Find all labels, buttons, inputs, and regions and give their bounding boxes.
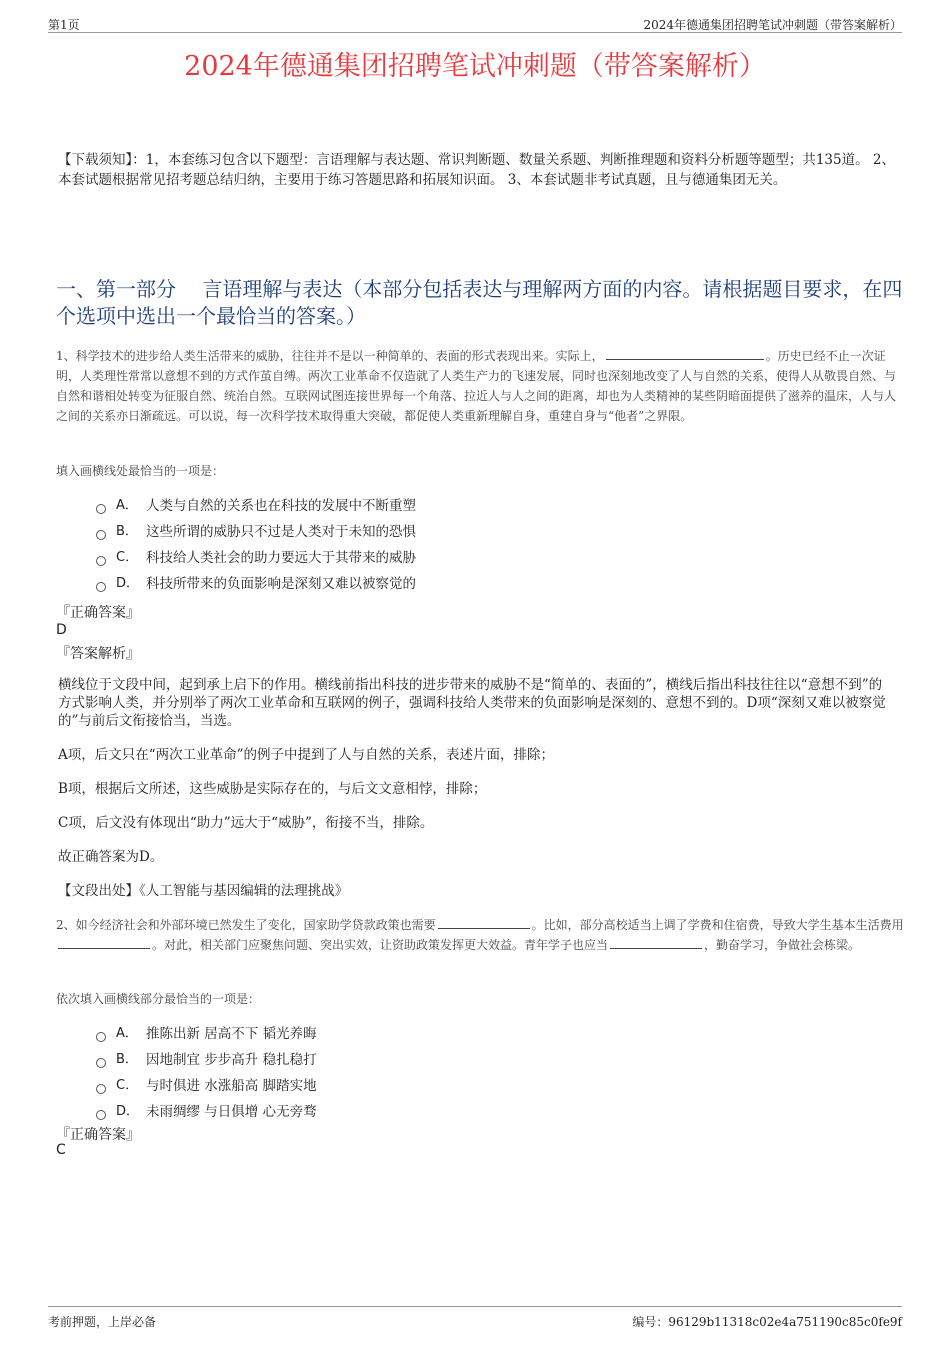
radio-icon[interactable] bbox=[96, 582, 106, 592]
answer-blank bbox=[606, 347, 764, 360]
answer-blank bbox=[610, 936, 702, 949]
question-2-text: 2、如今经济社会和外部环境已然发生了变化，国家助学贷款政策也需要 。比如，部分高校适当上调了学费和住宿费，导致大学生基本生活费用。对此，相关部门应聚焦问题、突出实效，让资助政策发挥更大效益。青年学子也应当 ，勤奋学习，争做社会栋梁。 bbox=[56, 918, 904, 952]
option-c[interactable]: C． 科技给人类社会的助力要远大于其带来的威胁 bbox=[96, 545, 876, 571]
correct-answer-label: 『正确答案』 bbox=[56, 1127, 140, 1143]
analysis-option-c: C项，后文没有体现出“助力”远大于“威胁”，衔接不当，排除。 bbox=[58, 815, 434, 831]
option-d[interactable]: D． 科技所带来的负面影响是深刻又难以被察觉的 bbox=[96, 571, 876, 597]
question-1-options bbox=[96, 493, 876, 597]
correct-answer: C bbox=[56, 1142, 66, 1158]
answer-blank bbox=[58, 936, 150, 949]
correct-answer-label: 『正确答案』 bbox=[56, 605, 140, 621]
analysis-option-a: A项，后文只在“两次工业革命”的例子中提到了人与自然的关系，表述片面，排除； bbox=[58, 747, 555, 763]
radio-icon[interactable] bbox=[96, 1110, 106, 1120]
question-2-options bbox=[96, 1021, 876, 1125]
radio-icon[interactable] bbox=[96, 556, 106, 566]
option-b[interactable]: B． 这些所谓的威胁只不过是人类对于未知的恐惧 bbox=[96, 519, 876, 545]
header-doc-title: 2024年德通集团招聘笔试冲刺题（带答案解析） bbox=[643, 18, 902, 32]
radio-icon[interactable] bbox=[96, 504, 106, 514]
option-a[interactable]: A． 人类与自然的关系也在科技的发展中不断重塑 bbox=[96, 493, 876, 519]
download-notice: 【下载须知】：1，本套练习包含以下题型：言语理解与表达题、常识判断题、数量关系题、判断推理题和资料分析题等题型；共135道。 2、本套试题根据常见招考题总结归纳，主要用于练习答题思路和拓展知识面。 3、本套试题非考试真题，且与德通集团无关。 bbox=[58, 152, 895, 188]
option-c[interactable]: C． 与时俱进 水涨船高 脚踏实地 bbox=[96, 1073, 876, 1099]
section-heading: 一、第一部分 言语理解与表达（本部分包括表达与理解两方面的内容。请根据题目要求，在四个选项中选出一个最恰当的答案。） bbox=[56, 277, 903, 328]
document-title: 2024年德通集团招聘笔试冲刺题（带答案解析） bbox=[184, 51, 766, 82]
answer-blank bbox=[438, 916, 530, 929]
option-a[interactable]: A． 推陈出新 居高不下 韬光养晦 bbox=[96, 1021, 876, 1047]
analysis-label: 『答案解析』 bbox=[56, 646, 140, 662]
correct-answer: D bbox=[56, 622, 67, 638]
document-id: 编号：96129b11318c02e4a751190c85c0fe9f bbox=[632, 1315, 902, 1329]
option-d[interactable]: D． 未雨绸缪 与日俱增 心无旁骛 bbox=[96, 1099, 876, 1125]
radio-icon[interactable] bbox=[96, 1058, 106, 1068]
radio-icon[interactable] bbox=[96, 530, 106, 540]
footer-slogan: 考前押题，上岸必备 bbox=[48, 1315, 157, 1329]
question-1-text: 1、科学技术的进步给人类生活带来的威胁，往往并不是以一种简单的、表面的形式表现出来。实际上， 。历史已经不止一次证明，人类理性常常以意想不到的方式作茧自缚。两次工业革命不仅造就了人类生产力的飞速发展，同时也深刻地改变了人与自然的关系，使得人从敬畏自然、与自然和谐相处转变为征服自然、统治自然。互联网试图连接世界每一个角落、拉近人与人之间的距离，却也为人类精神的某些阴暗面提供了滋养的温床，人与人之间的关系亦日渐疏远。可以说，每一次科学技术取得重大突破，都促使人类重新理解自身，重建自身与“他者”之界限。 bbox=[56, 349, 897, 423]
page-number: 第1页 bbox=[48, 18, 80, 32]
page-header bbox=[48, 14, 902, 33]
text-source: 【文段出处】《人工智能与基因编辑的法理挑战》 bbox=[58, 883, 349, 899]
analysis-conclusion: 故正确答案为D。 bbox=[58, 849, 164, 865]
question-1-prompt: 填入画横线处最恰当的一项是： bbox=[56, 464, 225, 478]
question-2-prompt: 依次填入画横线部分最恰当的一项是： bbox=[56, 992, 261, 1006]
page-footer bbox=[48, 1306, 902, 1329]
radio-icon[interactable] bbox=[96, 1084, 106, 1094]
radio-icon[interactable] bbox=[96, 1032, 106, 1042]
option-b[interactable]: B． 因地制宜 步步高升 稳扎稳打 bbox=[96, 1047, 876, 1073]
analysis-option-b: B项，根据后文所述，这些威胁是实际存在的，与后文文意相悖，排除； bbox=[58, 781, 487, 797]
analysis-paragraph: 横线位于文段中间，起到承上启下的作用。横线前指出科技的进步带来的威胁不是“简单的、表面的”，横线后指出科技往往以“意想不到”的方式影响人类，并分别举了两次工业革命和互联网的例子，强调科技给人类带来的负面影响是深刻的、意想不到的。D项“深刻又难以被察觉的”与前后文衔接恰当，当选。 bbox=[58, 677, 886, 729]
